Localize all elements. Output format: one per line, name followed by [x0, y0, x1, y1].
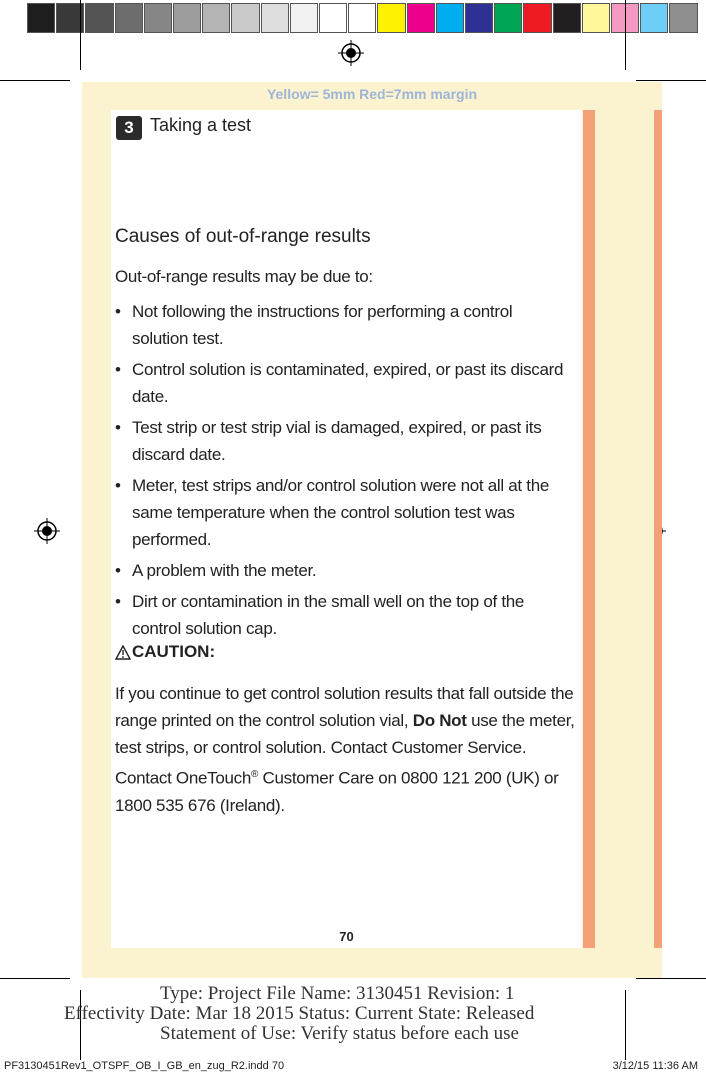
list-item-text: A problem with the meter. [132, 561, 317, 580]
list-item: • Test strip or test strip vial is damaged, expired, or past its discard date. [115, 418, 542, 464]
caution-heading [115, 642, 215, 662]
color-swatch [85, 3, 113, 33]
safe-margin-strip [583, 110, 595, 948]
caution-emphasis: Do Not [412, 711, 467, 730]
warning-triangle-icon [115, 645, 131, 660]
document-meta-line: Effectivity Date: Mar 18 2015 Status: Current State: Released [64, 1003, 535, 1024]
safe-margin-strip [654, 110, 662, 948]
caution-text-part: use the meter, test strips, or control solution. Contact Customer Service. Contact OneTouch [115, 711, 575, 788]
list-item-text: Test strip or test strip vial is damaged, expired, or past its discard date. [132, 418, 542, 464]
crop-mark [0, 80, 70, 81]
list-item-text: Not following the instructions for performing a control solution test. [132, 302, 513, 348]
footer-filename: PF3130451Rev1_OTSPF_OB_I_GB_en_zug_R2.indd 70 [4, 1060, 285, 1072]
color-swatch [377, 3, 405, 33]
document-meta-line: Statement of Use: Verify status before each use [160, 1023, 519, 1044]
color-swatch [115, 3, 143, 33]
step-number-badge: 3 [116, 116, 142, 140]
document-meta-line: Type: Project File Name: 3130451 Revision: 1 [160, 983, 515, 1004]
crop-mark [636, 978, 706, 979]
list-item-text: Dirt or contamination in the small well on the top of the control solution cap. [132, 592, 525, 638]
list-item: • Dirt or contamination in the small well on the top of the control solution cap. [115, 592, 525, 638]
color-swatch [144, 3, 172, 33]
causes-list [115, 298, 570, 646]
crop-mark [80, 0, 81, 70]
color-swatch [407, 3, 435, 33]
color-swatch [231, 3, 259, 33]
registered-mark: ® [251, 769, 259, 780]
list-item-text: Control solution is contaminated, expired, or past its discard date. [132, 360, 564, 406]
color-swatch [290, 3, 318, 33]
caution-text-part: Customer Care on 0800 121 200 (UK) or 1800 535 676 (Ireland). [115, 768, 559, 815]
color-swatch [465, 3, 493, 33]
page-heading: Causes of out-of-range results [115, 226, 371, 247]
registration-mark-icon [338, 40, 364, 66]
crop-mark [636, 80, 706, 81]
list-item: • Control solution is contaminated, expired, or past its discard date. [115, 360, 564, 406]
margin-note: Yellow= 5mm Red=7mm margin [266, 86, 478, 102]
footer-timestamp: 3/12/15 11:36 AM [612, 1060, 698, 1072]
color-swatch [202, 3, 230, 33]
color-swatch [669, 3, 697, 33]
color-swatch [640, 3, 668, 33]
color-swatch [27, 3, 55, 33]
color-swatch [523, 3, 551, 33]
crop-mark [625, 0, 626, 70]
color-swatch [582, 3, 610, 33]
registration-mark-icon [34, 518, 60, 544]
color-swatch [494, 3, 522, 33]
color-swatch [436, 3, 464, 33]
list-item-text: Meter, test strips and/or control solution were not all at the same temperature when the control solution test was performed. [132, 476, 550, 549]
list-item: • Not following the instructions for performing a control solution test. [115, 302, 513, 348]
caution-label: CAUTION: [132, 642, 216, 661]
list-item: • Meter, test strips and/or control solution were not all at the same temperature when the control solution test was performed. [115, 476, 550, 549]
color-swatch [319, 3, 347, 33]
color-swatch [553, 3, 581, 33]
caution-paragraph [115, 680, 575, 819]
color-swatch [173, 3, 201, 33]
crop-mark [0, 978, 70, 979]
intro-text: Out-of-range results may be due to: [115, 267, 373, 286]
list-item: • A problem with the meter. [115, 561, 317, 580]
page-number: 70 [339, 929, 354, 944]
color-swatch [261, 3, 289, 33]
color-swatch [348, 3, 376, 33]
crop-mark [80, 990, 81, 1060]
section-title: Taking a test [150, 115, 252, 135]
caution-text-part: If you continue to get control solution results that fall outside the range printed on the control solution vial, [115, 684, 574, 730]
crop-mark [625, 990, 626, 1060]
